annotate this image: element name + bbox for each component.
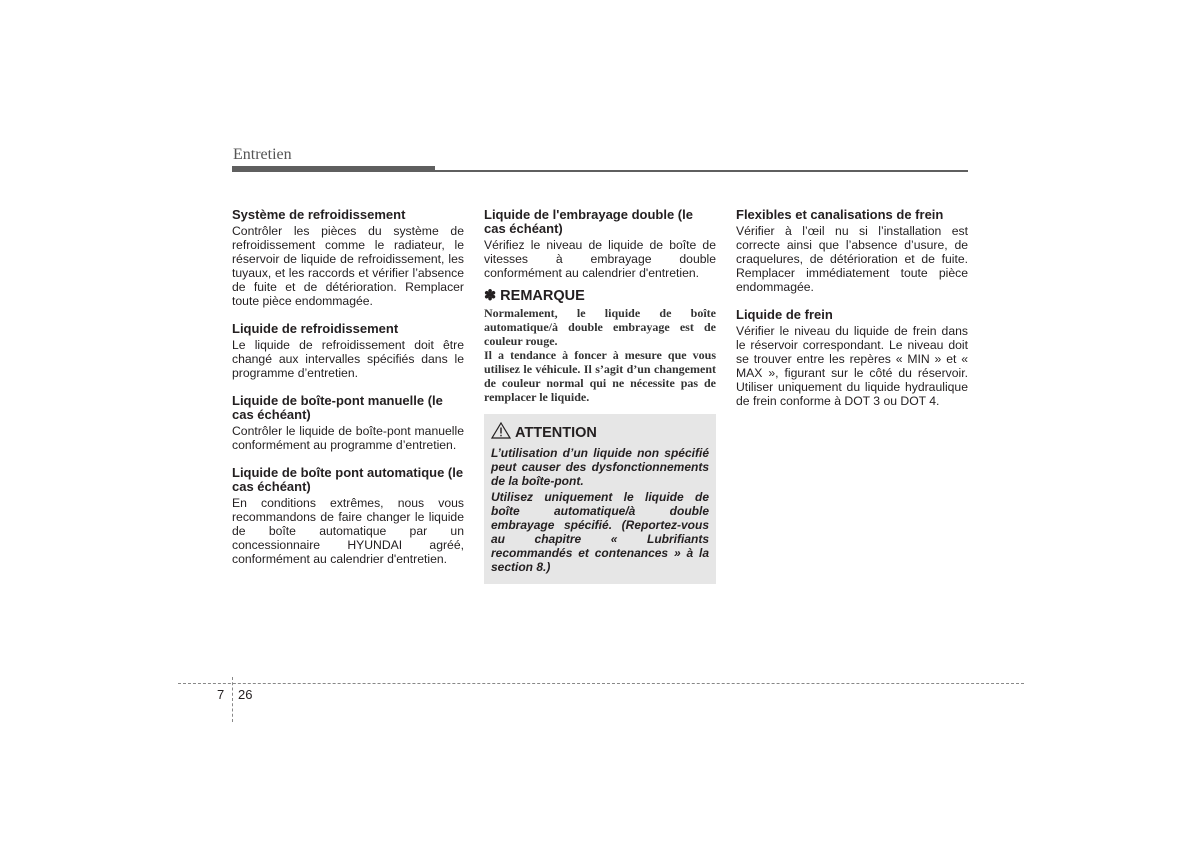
section-heading: Liquide de boîte pont automatique (le cas échéant): [232, 465, 464, 494]
attention-body: [491, 446, 709, 574]
section-text: Le liquide de refroidissement doit être changé aux intervalles spécifiés dans le programme d’entretien.: [232, 338, 464, 380]
section-heading: Liquide de frein: [736, 307, 833, 322]
attention-header: [491, 422, 709, 444]
column-left: [232, 208, 464, 580]
note-body: [484, 306, 716, 404]
column-middle: [484, 208, 716, 584]
note-paragraph: Il a tendance à foncer à mesure que vous utilisez le véhicule. Il s’agit d’un changement de couleur normal qui ne nécessite pas de remplacer le liquide.: [484, 348, 716, 404]
note-title: ✽ REMARQUE: [484, 288, 585, 304]
section-automatic-transaxle-fluid: [232, 466, 464, 566]
note-paragraph: Normalement, le liquide de boîte automatique/à double embrayage est de couleur rouge.: [484, 306, 716, 348]
section-text: Contrôler le liquide de boîte-pont manuelle conformément au programme d’entretien.: [232, 424, 464, 452]
section-coolant: [232, 322, 464, 380]
section-heading: Liquide de boîte-pont manuelle (le cas échéant): [232, 393, 443, 422]
note-box: [484, 288, 716, 404]
section-brake-fluid: [736, 308, 968, 408]
section-manual-transaxle-fluid: [232, 394, 464, 452]
header-rule-thick: [232, 166, 435, 172]
section-cooling-system: [232, 208, 464, 308]
section-dual-clutch-fluid: [484, 208, 716, 280]
section-text: Vérifier le niveau du liquide de frein dans le réservoir correspondant. Le niveau doit se trouver entre les repères « MIN » et « MAX », figurant sur le côté du réservoir. Utiliser uniquement du liquide hydraulique de frein conforme à DOT 3 ou DOT 4.: [736, 324, 968, 408]
section-brake-hoses: [736, 208, 968, 294]
column-right: [736, 208, 968, 422]
section-text: Vérifier à l’œil nu si l’installation est correcte ainsi que l’absence d’usure, de craquelures, de détérioration et de fuite. Remplacer immédiatement toute pièce endommagée.: [736, 224, 968, 294]
header-rule-thin: [435, 170, 968, 172]
attention-box: [484, 414, 716, 584]
footer-page-separator: [232, 677, 233, 722]
attention-paragraph: Utilisez uniquement le liquide de boîte automatique/à double embrayage spécifié. (Reportez-vous au chapitre « Lubrifiants recommandés et contenances » à la section 8.): [491, 490, 709, 574]
section-heading: Système de refroidissement: [232, 207, 406, 222]
section-heading: Flexibles et canalisations de frein: [736, 207, 944, 222]
footer-divider: [178, 683, 1024, 684]
section-heading: Liquide de refroidissement: [232, 321, 399, 336]
section-text: Contrôler les pièces du système de refroidissement comme le radiateur, le réservoir de liquide de refroidissement, les tuyaux, et les raccords et vérifier l’absence de fuite et de détérioration. Remplacer toute pièce endommagée.: [232, 224, 464, 308]
attention-title: ATTENTION: [515, 425, 597, 441]
section-text: Vérifiez le niveau de liquide de boîte de vitesses à embrayage double conformément au calendrier d'entretien.: [484, 238, 716, 280]
page-number: 26: [238, 687, 253, 702]
attention-paragraph: L’utilisation d’un liquide non spécifié peut causer des dysfonctionnements de la boîte-pont.: [491, 446, 709, 488]
section-heading: Liquide de l'embrayage double (le cas échéant): [484, 207, 693, 236]
section-text: En conditions extrêmes, nous vous recommandons de faire changer le liquide de boîte automatique par un concessionnaire HYUNDAI agréé, conformément au calendrier d'entretien.: [232, 496, 464, 566]
chapter-number: 7: [217, 687, 225, 702]
page-header-title: Entretien: [233, 146, 292, 163]
warning-triangle-icon: [491, 422, 511, 444]
